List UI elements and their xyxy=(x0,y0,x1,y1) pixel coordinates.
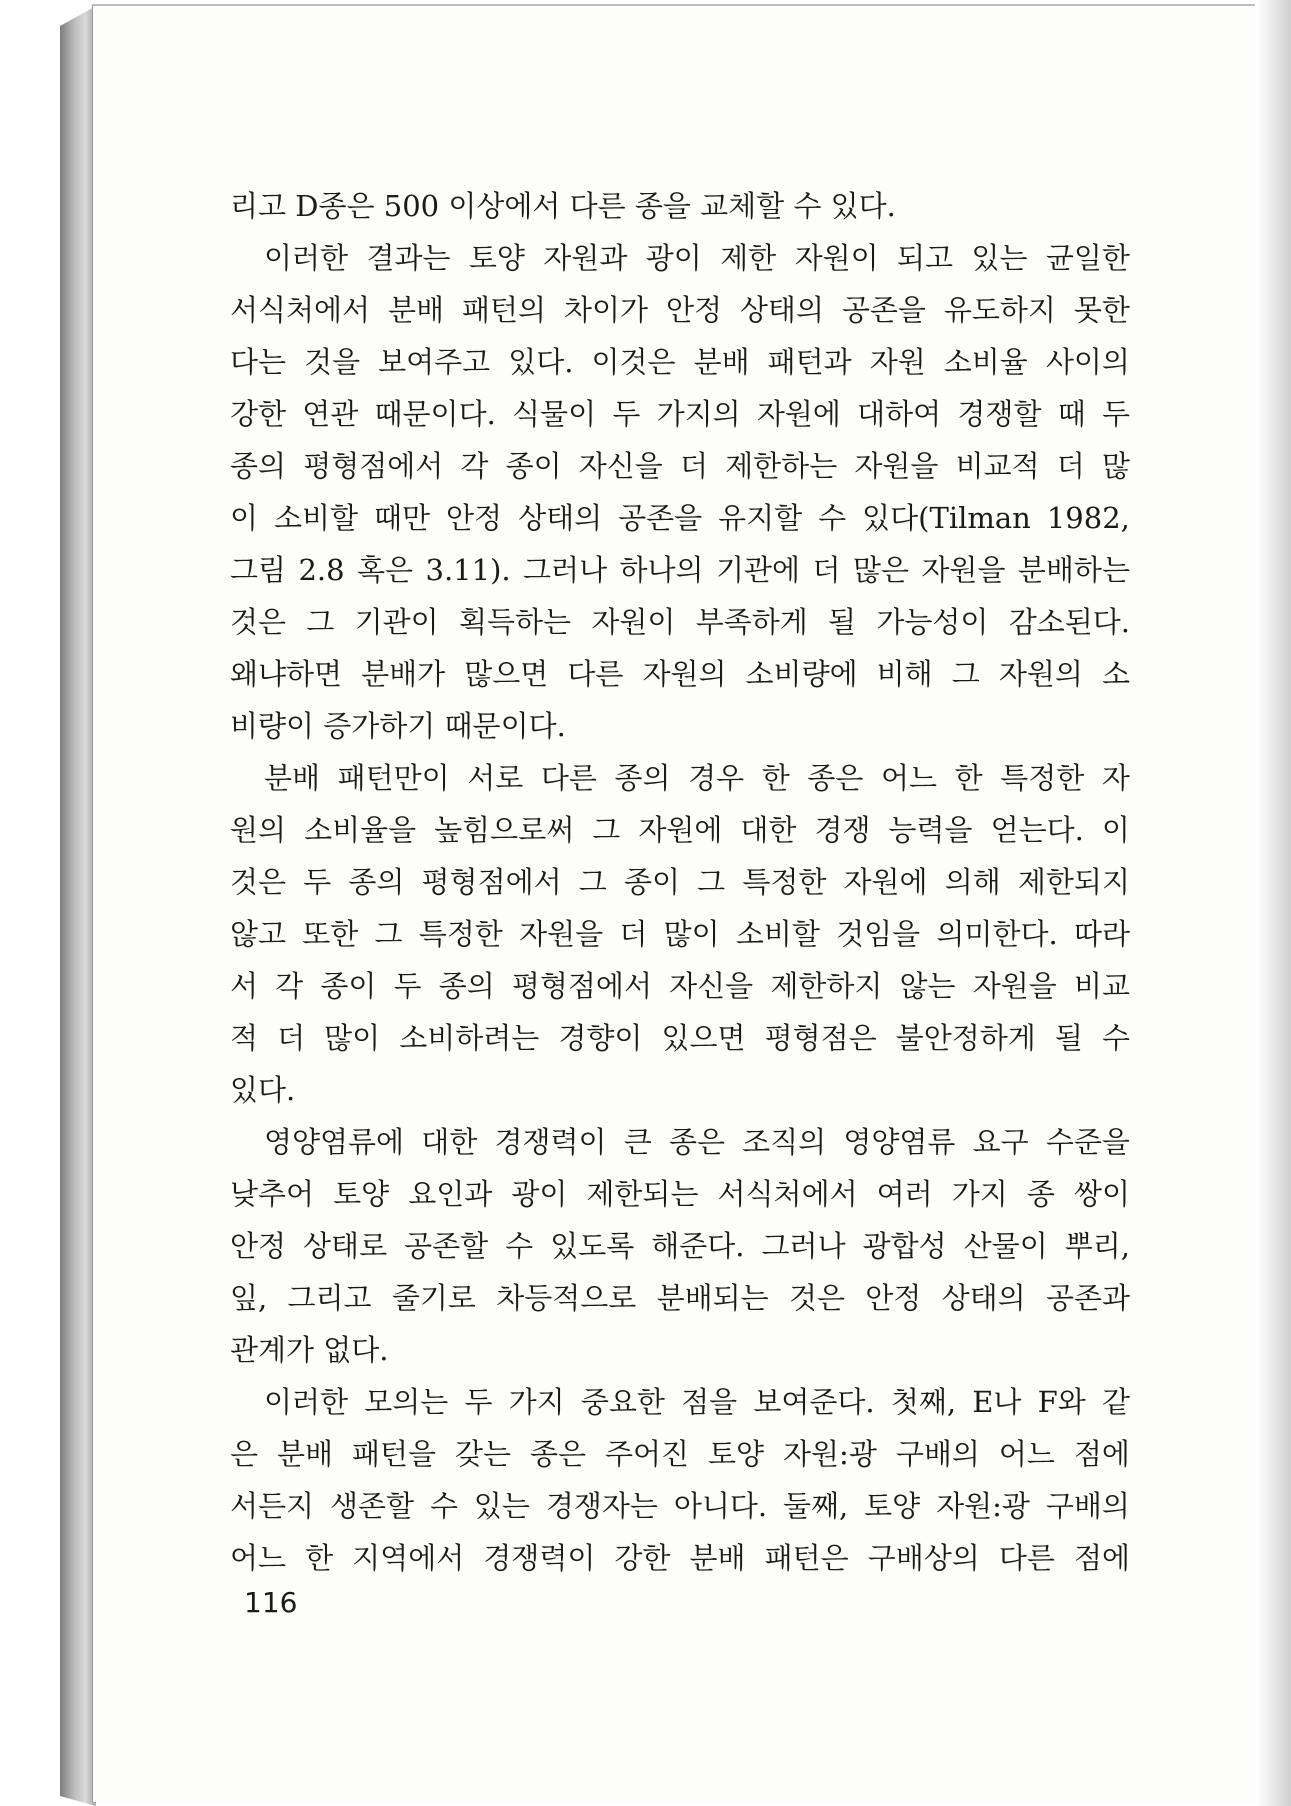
text-line: 있다. xyxy=(230,1073,296,1107)
text-line: 그림 2.8 혹은 3.11). 그러나 하나의 기관에 더 많은 자원을 분배하는 xyxy=(230,553,1130,587)
text-line: 왜냐하면 분배가 많으면 다른 자원의 소비량에 비해 그 자원의 소 xyxy=(230,657,1130,691)
text-line: 영양염류에 대한 경쟁력이 큰 종은 조직의 영양염류 요구 수준을 xyxy=(264,1125,1130,1159)
text-line: 서든지 생존할 수 있는 경쟁자는 아니다. 둘째, 토양 자원:광 구배의 xyxy=(230,1489,1130,1523)
text-line: 은 분배 패턴을 갖는 종은 주어진 토양 자원:광 구배의 어느 점에 xyxy=(230,1437,1130,1471)
text-line: 것은 두 종의 평형점에서 그 종이 그 특정한 자원에 의해 제한되지 xyxy=(230,865,1130,899)
text-line: 관계가 없다. xyxy=(230,1333,389,1367)
text-line: 것은 그 기관이 획득하는 자원이 부족하게 될 가능성이 감소된다. xyxy=(230,605,1130,639)
text-line: 이러한 결과는 토양 자원과 광이 제한 자원이 되고 있는 균일한 xyxy=(264,241,1130,275)
text-line: 비량이 증가하기 때문이다. xyxy=(230,709,566,743)
text-line: 서식처에서 분배 패턴의 차이가 안정 상태의 공존을 유도하지 못한 xyxy=(230,293,1130,327)
text-line: 적 더 많이 소비하려는 경향이 있으면 평형점은 불안정하게 될 수 xyxy=(230,1021,1130,1055)
text-line: 리고 D종은 500 이상에서 다른 종을 교체할 수 있다. xyxy=(230,189,896,223)
text-line: 이러한 모의는 두 가지 중요한 점을 보여준다. 첫째, E나 F와 같 xyxy=(264,1385,1130,1419)
text-line: 원의 소비율을 높힘으로써 그 자원에 대한 경쟁 능력을 얻는다. 이 xyxy=(230,813,1130,847)
text-line: 다는 것을 보여주고 있다. 이것은 분배 패턴과 자원 소비율 사이의 xyxy=(230,345,1130,379)
text-line: 않고 또한 그 특정한 자원을 더 많이 소비할 것임을 의미한다. 따라 xyxy=(230,917,1130,951)
text-line: 잎, 그리고 줄기로 차등적으로 분배되는 것은 안정 상태의 공존과 xyxy=(230,1281,1130,1315)
text-line: 어느 한 지역에서 경쟁력이 강한 분배 패턴은 구배상의 다른 점에 xyxy=(230,1541,1130,1575)
body-text xyxy=(230,180,1130,1584)
text-line: 강한 연관 때문이다. 식물이 두 가지의 자원에 대하여 경쟁할 때 두 xyxy=(230,397,1130,431)
text-line: 낮추어 토양 요인과 광이 제한되는 서식처에서 여러 가지 종 쌍이 xyxy=(230,1177,1130,1211)
page-edge-shadow xyxy=(1255,0,1291,1806)
text-line: 안정 상태로 공존할 수 있도록 해준다. 그러나 광합성 산물이 뿌리, xyxy=(230,1229,1130,1263)
book-spine-edge xyxy=(60,6,96,1806)
text-line: 서 각 종이 두 종의 평형점에서 자신을 제한하지 않는 자원을 비교 xyxy=(230,969,1130,1003)
text-line: 종의 평형점에서 각 종이 자신을 더 제한하는 자원을 비교적 더 많 xyxy=(230,449,1130,483)
page-number: 116 xyxy=(244,1586,298,1619)
text-line: 이 소비할 때만 안정 상태의 공존을 유지할 수 있다(Tilman 1982, xyxy=(230,501,1130,535)
text-line: 분배 패턴만이 서로 다른 종의 경우 한 종은 어느 한 특정한 자 xyxy=(264,761,1130,795)
